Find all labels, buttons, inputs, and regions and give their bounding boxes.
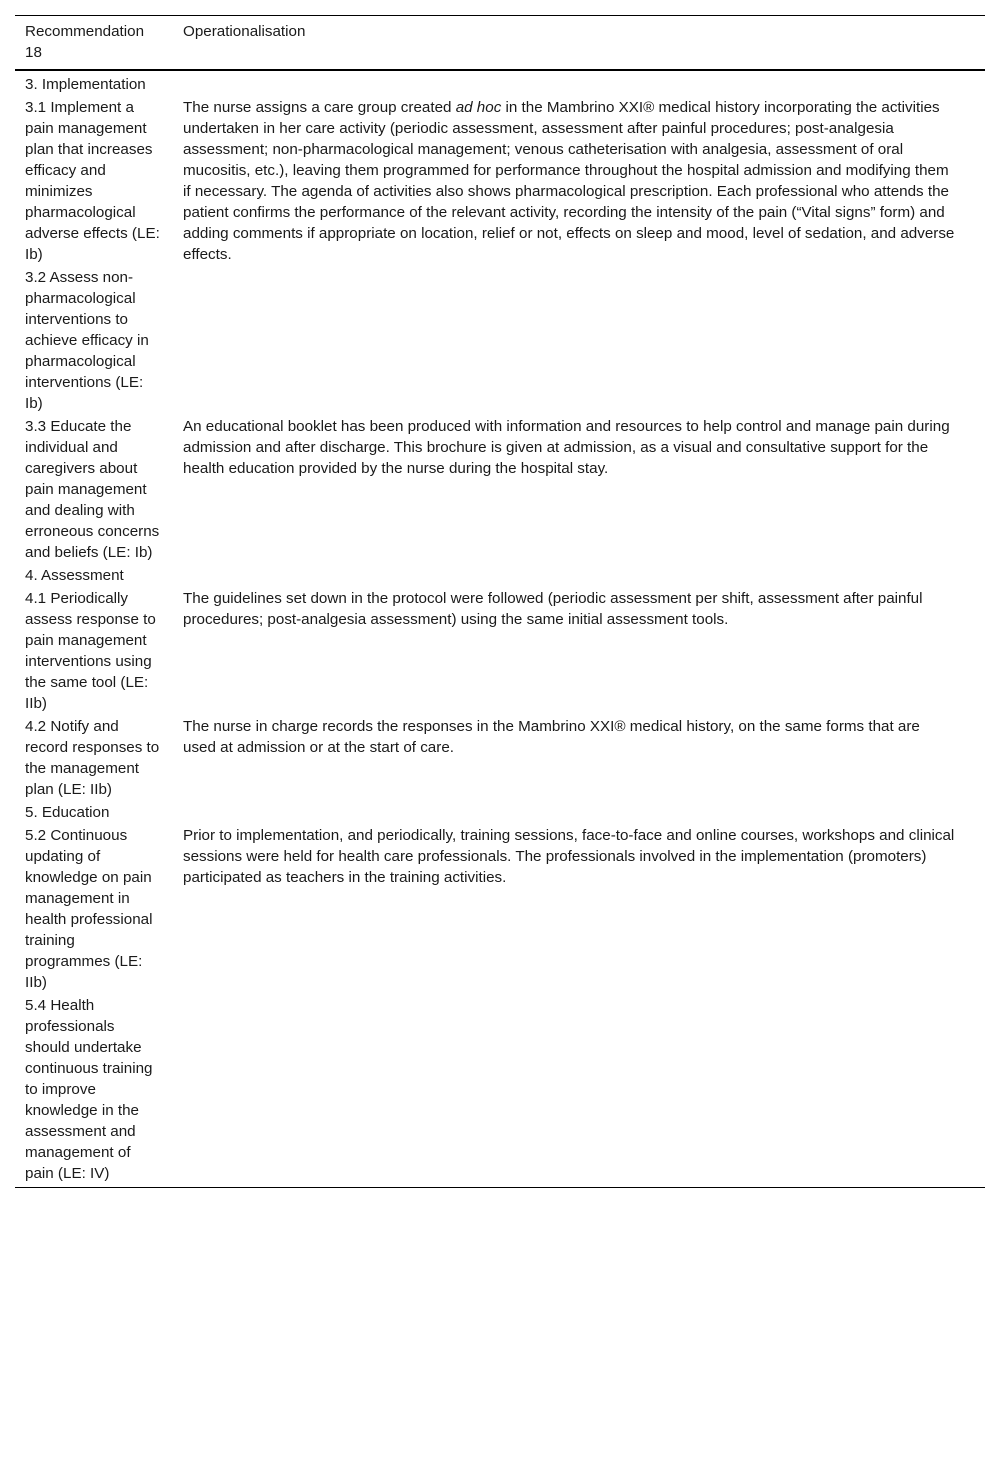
table-header-row [15, 16, 985, 71]
operationalisation-cell: The nurse assigns a care group created ad hoc in the Mambrino XXI® medical history incorporating the activities undertaken in her care activity (periodic assessment, assessment after painful procedures; post-analgesia assessment; non-pharmacological management; venous catheterisation with analgesia, assessment of oral mucositis, etc.), leaving them programmed for performance throughout the hospital admission and modifying them if necessary. The agenda of activities also shows pharmacological prescription. Each professional who attends the patient confirms the performance of the relevant activity, recording the intensity of the pain (“Vital signs” form) and adding comments if appropriate on location, relief or not, effects on sleep and mood, level of sedation, and adverse effects. [183, 99, 955, 263]
section-title: 5. Education [25, 804, 110, 821]
italic-term: ad hoc [455, 99, 502, 116]
table-row [15, 824, 985, 994]
table-row [15, 587, 985, 715]
header-recommendation: Recommendation 18 [25, 23, 145, 61]
table-row [15, 96, 985, 266]
table-row [15, 415, 985, 564]
recommendation-cell: 3.1 Implement a pain management plan that increases efficacy and minimizes pharmacological adverse effects (LE: Ib) [25, 99, 160, 263]
operationalisation-cell [173, 266, 985, 415]
operationalisation-cell [173, 994, 985, 1188]
recommendation-cell: 4.2 Notify and record responses to the management plan (LE: IIb) [25, 718, 160, 798]
recommendation-cell: 5.2 Continuous updating of knowledge on pain management in health professional training programmes (LE: IIb) [25, 827, 153, 991]
recommendation-cell: 3.2 Assess non-pharmacological interventions to achieve efficacy in pharmacological interventions (LE: Ib) [25, 269, 149, 412]
table-row [15, 715, 985, 801]
section-title: 3. Implementation [25, 76, 146, 93]
section-row-education [15, 801, 985, 824]
operationalisation-cell: The guidelines set down in the protocol were followed (periodic assessment per shift, assessment after painful procedures; post-analgesia assessment) using the same initial assessment tools. [183, 590, 923, 628]
table-row [15, 994, 985, 1188]
section-row-assessment [15, 564, 985, 587]
section-title: 4. Assessment [25, 567, 124, 584]
operationalisation-cell: The nurse in charge records the responses in the Mambrino XXI® medical history, on the same forms that are used at admission or at the start of care. [183, 718, 920, 756]
operationalisation-cell: Prior to implementation, and periodically, training sessions, face-to-face and online courses, workshops and clinical sessions were held for health care professionals. The professionals involved in the implementation (promoters) participated as teachers in the training activities. [183, 827, 955, 886]
section-row-implementation [15, 70, 985, 96]
recommendations-table-container [15, 15, 985, 1188]
recommendations-table [15, 15, 985, 1188]
table-row [15, 266, 985, 415]
operationalisation-cell: An educational booklet has been produced with information and resources to help control and manage pain during admission and after discharge. This brochure is given at admission, as a visual and consultative support for the health education provided by the nurse during the hospital stay. [183, 418, 950, 477]
recommendation-cell: 3.3 Educate the individual and caregivers about pain management and dealing with erroneous concerns and beliefs (LE: Ib) [25, 418, 160, 561]
header-operationalisation: Operationalisation [183, 23, 306, 40]
recommendation-cell: 4.1 Periodically assess response to pain management interventions using the same tool (LE: IIb) [25, 590, 156, 712]
recommendation-cell: 5.4 Health professionals should undertake continuous training to improve knowledge in the assessment and management of pain (LE: IV) [25, 997, 153, 1182]
